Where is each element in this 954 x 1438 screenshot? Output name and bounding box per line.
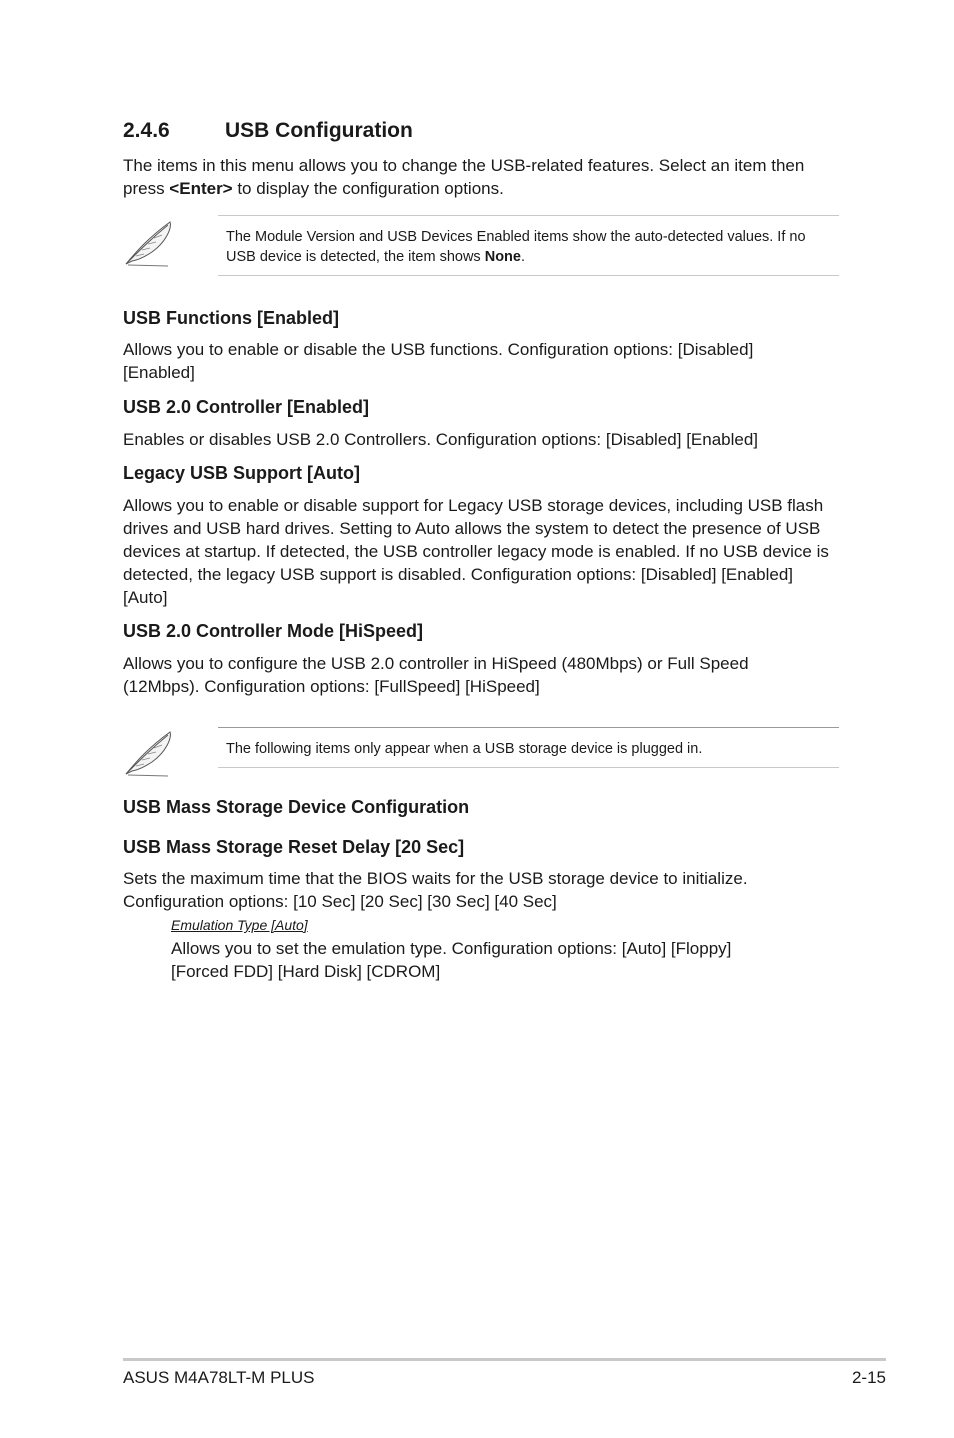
note-top-rule xyxy=(218,215,839,216)
item-heading-usb20-controller: USB 2.0 Controller [Enabled] xyxy=(123,397,370,417)
note-text-1: The Module Version and USB Devices Enabled items show the auto-detected values. If no USB device is detected, the item shows None. xyxy=(226,229,806,265)
section-intro: The items in this menu allows you to change the USB-related features. Select an item then press <Enter> to display the configuration options. xyxy=(123,156,805,198)
item-heading-usb-functions: USB Functions [Enabled] xyxy=(123,308,339,328)
footer-page-number: 2-15 xyxy=(851,1368,886,1387)
item-body-usb-functions: Allows you to enable or disable the USB functions. Configuration options: [Disabled] [Enabled] xyxy=(123,340,754,382)
reset-delay-heading: USB Mass Storage Reset Delay [20 Sec] xyxy=(123,837,465,857)
feather-quill-icon-2 xyxy=(122,728,176,778)
item-body-usb20-controller: Enables or disables USB 2.0 Controllers. Configuration options: [Disabled] [Enabled] xyxy=(123,430,759,449)
feather-quill-icon xyxy=(122,218,176,268)
mass-storage-heading: USB Mass Storage Device Configuration xyxy=(123,797,470,817)
section-number: 2.4.6 xyxy=(123,119,170,142)
footer-rule xyxy=(123,1358,886,1361)
item-heading-legacy-usb: Legacy USB Support [Auto] xyxy=(123,463,360,483)
item-body-legacy-usb: Allows you to enable or disable support for Legacy USB storage devices, including USB flash drives and USB hard drives. Setting to Auto allows the system to detect the presence of USB devices at startup. If detected, the USB controller legacy mode is enabled. If no USB device is detected, the legacy USB support is disabled. Configuration options: [Disabled] [Enabled] [Auto] xyxy=(123,496,829,607)
footer-product: ASUS M4A78LT-M PLUS xyxy=(123,1368,315,1387)
reset-delay-body: Sets the maximum time that the BIOS waits for the USB storage device to initialize. Configuration options: [10 Sec] [20 Sec] [30 Sec] [40 Sec] xyxy=(123,869,748,911)
note-bottom-rule xyxy=(218,275,839,276)
emulation-type-heading: Emulation Type [Auto] xyxy=(171,917,308,933)
item-body-usb20-mode: Allows you to configure the USB 2.0 controller in HiSpeed (480Mbps) or Full Speed (12Mbps). Configuration options: [FullSpeed] [HiSpeed] xyxy=(123,654,749,696)
item-heading-usb20-mode: USB 2.0 Controller Mode [HiSpeed] xyxy=(123,621,424,641)
note2-top-rule xyxy=(218,727,839,728)
section-title: USB Configuration xyxy=(225,119,413,142)
note2-bottom-rule xyxy=(218,767,839,768)
note-text-2: The following items only appear when a USB storage device is plugged in. xyxy=(226,741,703,757)
enter-key-label: <Enter> xyxy=(169,179,233,198)
emulation-type-body: Allows you to set the emulation type. Configuration options: [Auto] [Floppy] [Forced FDD] [Hard Disk] [CDROM] xyxy=(171,939,732,981)
